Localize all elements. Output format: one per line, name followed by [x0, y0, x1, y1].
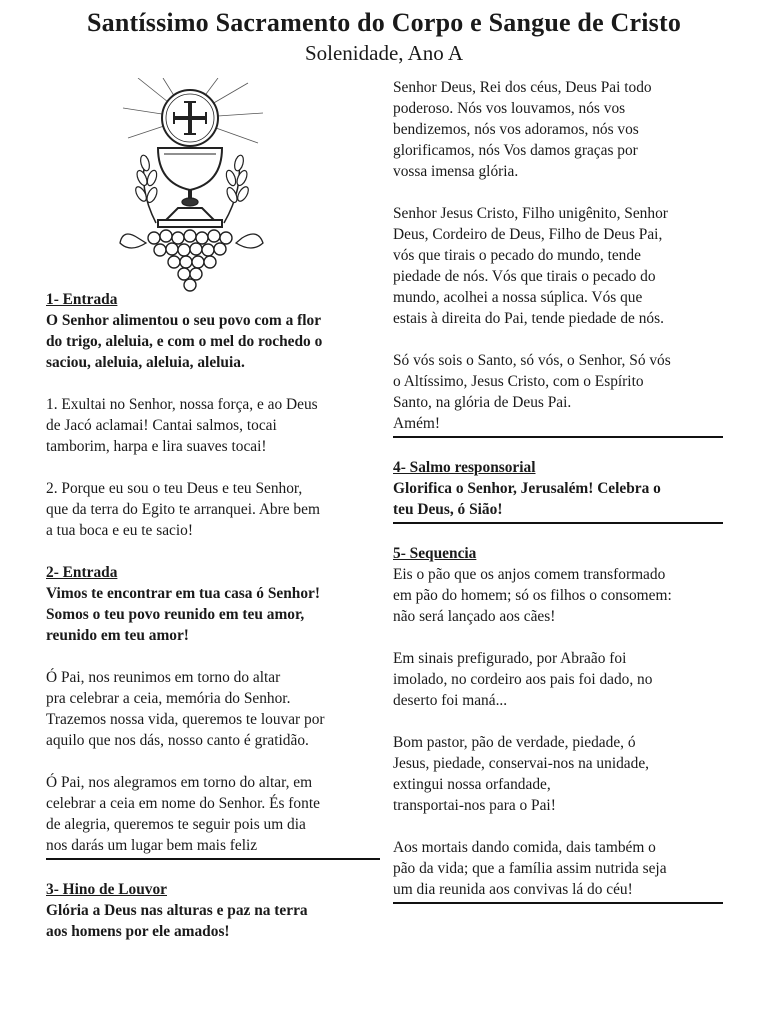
section-heading-entrada-2: 2- Entrada — [46, 564, 118, 581]
section-divider — [393, 902, 723, 904]
page-subtitle: Solenidade, Ano A — [304, 41, 464, 65]
section-divider — [393, 436, 723, 438]
verse-entrada-2-1: Ó Pai, nos reunimos em torno do altar pra celebrar a ceia, memória do Senhor. Trazemos nossa vida, queremos te louvar por aquilo que nos dás, nosso canto é gratidão. — [46, 669, 325, 749]
page-title: Santíssimo Sacramento do Corpo e Sangue de Cristo — [86, 8, 682, 37]
section-divider — [46, 858, 380, 860]
refrain-entrada-1: O Senhor alimentou o seu povo com a flor do trigo, aleluia, e com o mel do rochedo o saciou, aleluia, aleluia, aleluia. — [46, 312, 323, 371]
gloria-stanza-1: Senhor Deus, Rei dos céus, Deus Pai todo poderoso. Nós vos louvamos, nós vos bendizemos, nós vos adoramos, nós vos glorificamos, nós Vos damos graças por vossa imensa glória. — [393, 79, 652, 180]
gloria-stanza-2: Senhor Jesus Cristo, Filho unigênito, Senhor Deus, Cordeiro de Deus, Filho de Deus Pai, vós que tirais o pecado do mundo, tende piedade de nós. Vós que tirais o pecado do mundo, acolhei a nossa súplica. Vós que estais à direita do Pai, tende piedade de nós. — [393, 205, 668, 327]
verse-entrada-1-1: 1. Exultai no Senhor, nossa força, e ao Deus de Jacó aclamai! Cantai salmos, tocai tamborim, harpa e lira suaves tocai! — [46, 396, 318, 455]
chalice-host-emblem — [118, 78, 283, 298]
refrain-salmo: Glorifica o Senhor, Jerusalém! Celebra o teu Deus, ó Sião! — [393, 480, 661, 518]
left-column — [46, 289, 380, 963]
section-heading-salmo: 4- Salmo responsorial — [393, 459, 536, 476]
refrain-hino: Glória a Deus nas alturas e paz na terra aos homens por ele amados! — [46, 902, 308, 940]
sequencia-stanza-4: Aos mortais dando comida, dais também o pão da vida; que a família assim nutrida seja um dia reunida aos convivas lá do céu! — [393, 839, 667, 898]
refrain-entrada-2: Vimos te encontrar em tua casa ó Senhor! Somos o teu povo reunido em teu amor, reunido em teu amor! — [46, 585, 320, 644]
gloria-stanza-3: Só vós sois o Santo, só vós, o Senhor, Só vós o Altíssimo, Jesus Cristo, com o Espírito Santo, na glória de Deus Pai. Amém! — [393, 352, 671, 432]
sequencia-stanza-2: Em sinais prefigurado, por Abraão foi imolado, no cordeiro aos pais foi dado, no deserto foi maná... — [393, 650, 653, 709]
right-column — [393, 77, 723, 923]
section-divider — [393, 522, 723, 524]
section-heading-sequencia: 5- Sequencia — [393, 545, 477, 562]
section-heading-hino: 3- Hino de Louvor — [46, 881, 167, 898]
sequencia-stanza-3: Bom pastor, pão de verdade, piedade, ó Jesus, piedade, conservai-nos na unidade, extingui nossa orfandade, transportai-nos para o Pai! — [393, 734, 650, 814]
section-heading-entrada-1: 1- Entrada — [46, 291, 118, 308]
verse-entrada-2-2: Ó Pai, nos alegramos em torno do altar, em celebrar a ceia em nome do Senhor. És fonte de alegria, queremos te seguir pois um dia nos darás um lugar bem mais feliz — [46, 774, 320, 854]
verse-entrada-1-2: 2. Porque eu sou o teu Deus e teu Senhor, que da terra do Egito te arranquei. Abre bem a tua boca e eu te sacio! — [46, 480, 320, 539]
sequencia-stanza-1: Eis o pão que os anjos comem transformado em pão do homem; só os filhos o consomem: não será lançado aos cães! — [393, 566, 672, 625]
